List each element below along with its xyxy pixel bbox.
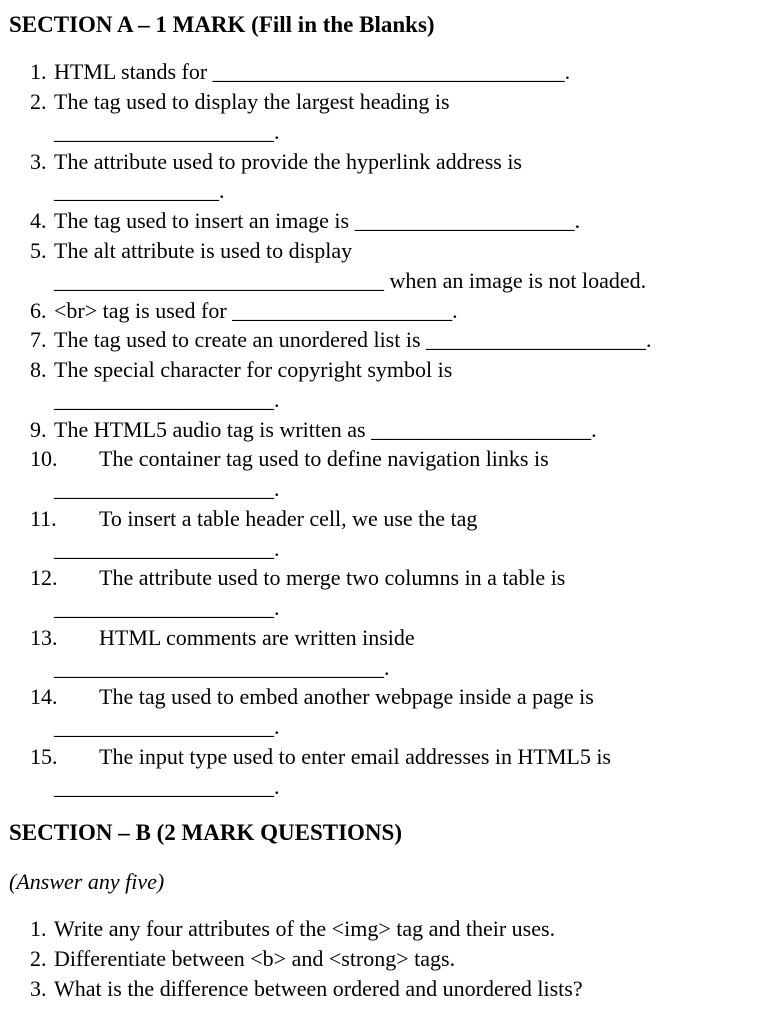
answer-blank: ____________________. — [54, 714, 280, 739]
question-text: The container tag used to define navigation links is — [99, 446, 549, 471]
question-number: 7. — [30, 327, 47, 352]
question-text: HTML comments are written inside — [99, 625, 415, 650]
question-number: 2. — [30, 946, 47, 971]
question-text: The tag used to insert an image is ____________________. — [54, 208, 581, 233]
question-number: 3. — [30, 149, 47, 174]
answer-blank: ____________________. — [54, 774, 280, 799]
question-text: The attribute used to merge two columns in a table is — [99, 565, 566, 590]
question-number: 2. — [30, 89, 47, 114]
question-text: The tag used to create an unordered list is ____________________. — [54, 327, 652, 352]
question-text: The alt attribute is used to display — [54, 238, 353, 263]
question-text: HTML stands for ________________________________. — [54, 59, 571, 84]
answer-blank: ____________________. — [54, 387, 280, 412]
question-text: The tag used to embed another webpage inside a page is — [99, 684, 594, 709]
question-number: 15. — [30, 744, 58, 769]
section-a-title: SECTION A – 1 MARK (Fill in the Blanks) — [9, 12, 435, 37]
question-number: 11. — [30, 506, 57, 531]
section-b-instruction: (Answer any five) — [9, 869, 165, 894]
question-number: 1. — [30, 916, 47, 941]
question-text: The special character for copyright symbol is — [54, 357, 453, 382]
question-number: 1. — [30, 59, 47, 84]
answer-blank: ____________________. — [54, 536, 280, 561]
question-number: 3. — [30, 976, 47, 1001]
question-text: The tag used to display the largest heading is — [54, 89, 450, 114]
question-number: 13. — [30, 625, 58, 650]
question-text: Write any four attributes of the <img> tag and their uses. — [54, 916, 556, 941]
question-text: The HTML5 audio tag is written as ____________________. — [54, 417, 597, 442]
answer-blank: ____________________. — [54, 476, 280, 501]
question-number: 6. — [30, 298, 47, 323]
question-number: 12. — [30, 565, 58, 590]
answer-blank: ____________________. — [54, 595, 280, 620]
question-number: 4. — [30, 208, 47, 233]
question-number: 5. — [30, 238, 47, 263]
question-number: 14. — [30, 684, 58, 709]
answer-blank: ____________________. — [54, 119, 280, 144]
question-number: 8. — [30, 357, 47, 382]
answer-blank: _______________. — [54, 178, 225, 203]
question-text: What is the difference between ordered and unordered lists? — [54, 976, 583, 1001]
question-text: <br> tag is used for ____________________. — [54, 298, 458, 323]
question-text: The input type used to enter email addresses in HTML5 is — [99, 744, 611, 769]
answer-blank: ______________________________ when an image is not loaded. — [54, 268, 647, 293]
section-b-title: SECTION – B (2 MARK QUESTIONS) — [9, 820, 402, 845]
question-text: To insert a table header cell, we use the tag — [99, 506, 478, 531]
question-number: 10. — [30, 446, 58, 471]
answer-blank: ______________________________. — [54, 655, 390, 680]
question-text: Differentiate between <b> and <strong> tags. — [54, 946, 456, 971]
question-number: 9. — [30, 417, 47, 442]
question-text: The attribute used to provide the hyperlink address is — [54, 149, 522, 174]
